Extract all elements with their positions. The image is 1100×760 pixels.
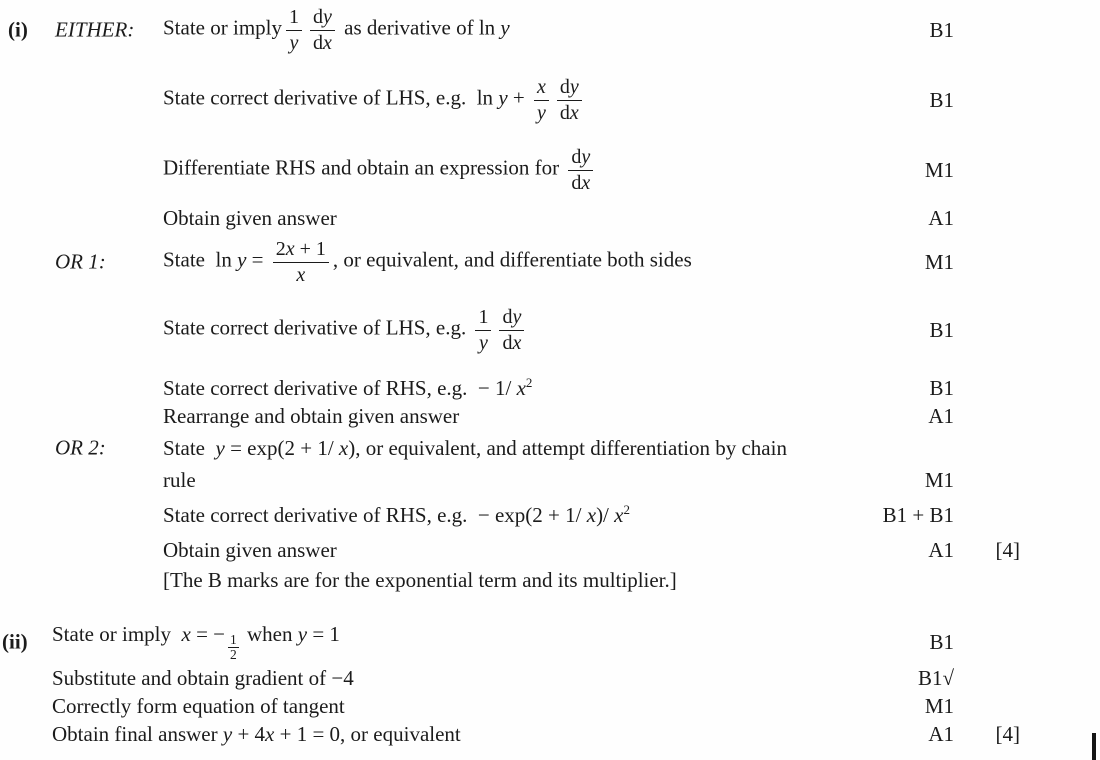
mark-row: [0, 142, 1100, 198]
row-text: [163, 238, 854, 286]
math-var: y: [222, 721, 233, 746]
fraction-2x-plus-1-over-x: [273, 238, 329, 286]
mark-row: [0, 2, 1100, 58]
mark-row: [0, 374, 1100, 402]
math-var: x: [516, 375, 526, 400]
part-i-label: (i): [8, 17, 28, 42]
text-segment: = 1: [307, 621, 340, 646]
fraction-1-over-y: [286, 6, 302, 54]
mark-code: A1: [928, 205, 954, 230]
math-d: d: [571, 171, 582, 194]
math-d: d: [502, 306, 513, 329]
text-segment: ), or equivalent, and attempt differentiation by chain: [348, 435, 787, 460]
text-segment: )/: [596, 502, 615, 527]
mark-row: [0, 234, 1100, 290]
math-var: x: [323, 31, 332, 54]
math-var: x: [285, 238, 295, 261]
mark-code: A1: [928, 721, 954, 746]
fraction-numerator: [568, 146, 593, 170]
row-text: [163, 376, 854, 400]
fraction-numerator: x: [534, 76, 549, 100]
mark-row: [0, 434, 1100, 462]
text-segment: , or equivalent, and differentiate both sides: [332, 247, 692, 272]
fraction-one-half: [228, 633, 239, 662]
text-segment: +: [507, 85, 530, 110]
fraction-numerator: 1: [286, 6, 302, 30]
or2-label: OR 2:: [55, 435, 106, 460]
text-segment: State correct derivative of RHS, e.g. − 1/: [163, 375, 517, 400]
row-text: [52, 622, 854, 662]
mark-row: [0, 621, 1100, 662]
text-segment: Obtain given answer: [163, 537, 337, 562]
row-text: [163, 6, 854, 54]
row-gutter: [0, 665, 52, 691]
text-segment: State: [163, 435, 216, 460]
row-gutter: [0, 694, 52, 719]
math-var: x: [338, 435, 349, 460]
text-segment: Obtain given answer: [163, 205, 337, 230]
math-var: x: [265, 721, 275, 746]
row-gutter: [0, 500, 163, 530]
mark-row: [0, 467, 1100, 493]
math-var: y: [498, 85, 508, 110]
mark-code: M1: [924, 157, 954, 182]
mark-code: B1√: [917, 665, 954, 690]
math-coef: 2: [275, 238, 286, 261]
or1-label: OR 1:: [55, 249, 106, 274]
row-gutter: [0, 72, 163, 128]
math-var: y: [581, 146, 591, 169]
math-var: x: [181, 621, 191, 646]
row-text: [163, 538, 854, 562]
math-var: y: [512, 306, 522, 329]
row-text: [52, 694, 854, 718]
mark-row: [0, 537, 1100, 563]
fraction-denominator: y: [479, 331, 488, 354]
fraction-numerator: [499, 306, 524, 330]
row-text: [163, 306, 854, 354]
fraction-denominator: x: [296, 263, 306, 286]
fraction-denominator: [568, 171, 593, 194]
fraction-x-over-y: [534, 76, 549, 124]
text-segment: Rearrange and obtain given answer: [163, 403, 460, 428]
fraction-denominator: y: [289, 31, 299, 54]
row-gutter: [0, 234, 163, 290]
mark-code: M1: [924, 249, 954, 274]
fraction-numerator: [273, 238, 329, 262]
fraction-numerator: 1: [230, 631, 237, 647]
row-text: [52, 722, 854, 746]
text-segment: Substitute and obtain gradient of −4: [52, 665, 354, 690]
math-d: d: [313, 31, 323, 54]
math-d: d: [559, 76, 570, 99]
fraction-denominator: 2: [230, 647, 237, 662]
mark-row: [0, 500, 1100, 530]
text-segment: [The B marks are for the exponential term and its multiplier.]: [163, 567, 677, 592]
math-rest: + 1: [294, 238, 326, 261]
math-var: x: [614, 502, 624, 527]
mark-total: [4]: [995, 721, 1020, 746]
row-gutter: [0, 142, 163, 198]
mark-code: M1: [924, 694, 954, 718]
mark-row: [0, 721, 1100, 747]
row-text: [163, 568, 854, 592]
row-gutter: [0, 403, 163, 429]
text-segment: Differentiate RHS and obtain an expression for: [163, 155, 565, 180]
mark-code: A1: [928, 537, 954, 562]
row-gutter: [0, 467, 163, 493]
text-segment: + 1 = 0, or equivalent: [274, 721, 461, 746]
mark-code: A1: [928, 403, 954, 428]
row-text: [163, 503, 854, 527]
math-superscript: 2: [525, 374, 533, 390]
mark-row: [0, 665, 1100, 691]
text-segment: State correct derivative of RHS, e.g. − exp(2 + 1/: [163, 502, 587, 527]
row-gutter: [0, 624, 52, 660]
text-segment: when: [241, 621, 298, 646]
row-gutter: [0, 566, 163, 594]
text-segment: = −: [190, 621, 226, 646]
mark-total: [4]: [995, 537, 1020, 562]
fraction-dy-dx: [568, 146, 593, 194]
text-segment: State ln: [163, 247, 238, 272]
row-gutter: [0, 537, 163, 563]
mark-row: [0, 566, 1100, 594]
row-text: [52, 666, 854, 690]
fraction-denominator: y: [536, 101, 546, 124]
fraction-1-over-y: [475, 306, 491, 354]
row-gutter: [0, 721, 52, 747]
row-gutter: [0, 205, 163, 231]
text-segment: Obtain final answer: [52, 721, 223, 746]
fraction-denominator: [557, 101, 582, 124]
text-segment: Correctly form equation of tangent: [52, 694, 345, 719]
text-segment: State or imply: [163, 15, 282, 40]
text-segment: as derivative of ln: [338, 15, 501, 40]
math-var: y: [237, 247, 247, 272]
math-superscript: 2: [623, 501, 630, 517]
row-text: [163, 206, 854, 230]
math-var: x: [569, 101, 579, 124]
fraction-dy-dx: [557, 76, 582, 124]
math-d: d: [571, 146, 582, 169]
fraction-dy-dx: [499, 306, 524, 354]
text-segment: =: [246, 247, 269, 272]
mark-row: [0, 694, 1100, 719]
math-var: y: [323, 6, 332, 29]
row-gutter: [0, 374, 163, 402]
math-d: d: [502, 331, 513, 354]
row-text: [163, 468, 854, 492]
row-text: [163, 76, 854, 124]
fraction-dy-dx: [310, 6, 335, 54]
text-segment: State or imply: [52, 621, 182, 646]
part-ii-label: (ii): [2, 629, 28, 654]
mark-code: B1: [929, 87, 954, 112]
math-d: d: [559, 101, 570, 124]
mark-code: B1: [929, 629, 954, 654]
mark-code: M1: [924, 467, 954, 492]
fraction-numerator: [557, 76, 582, 100]
mark-row: [0, 205, 1100, 231]
fraction-numerator: 1: [475, 306, 491, 330]
mark-row: [0, 403, 1100, 429]
math-var: y: [215, 435, 225, 460]
row-gutter: [0, 2, 163, 58]
row-text: [163, 146, 854, 194]
mark-code: B1: [929, 375, 954, 400]
math-var: y: [569, 76, 579, 99]
math-var: y: [500, 15, 510, 40]
either-label: EITHER:: [55, 17, 135, 42]
text-segment: = exp(2 + 1/: [224, 435, 339, 460]
mark-code: B1: [929, 317, 954, 342]
text-segment: rule: [163, 467, 196, 492]
page-edge-mark: [1092, 733, 1096, 760]
text-segment: State correct derivative of LHS, e.g. ln: [163, 85, 499, 110]
mark-code: B1: [929, 17, 954, 42]
fraction-numerator: [310, 6, 335, 30]
text-segment: State correct derivative of LHS, e.g.: [163, 315, 472, 340]
math-d: d: [313, 6, 323, 29]
text-segment: + 4: [232, 721, 266, 746]
math-var: x: [512, 331, 522, 354]
row-gutter: [0, 434, 163, 462]
math-var: x: [586, 502, 597, 527]
fraction-denominator: [499, 331, 524, 354]
mark-row: [0, 302, 1100, 358]
row-gutter: [0, 302, 163, 358]
fraction-denominator: [310, 31, 335, 54]
row-text: [163, 404, 854, 428]
math-var: x: [581, 171, 591, 194]
mark-row: [0, 72, 1100, 128]
row-text: [163, 436, 854, 460]
mark-code: B1 + B1: [882, 502, 954, 527]
math-var: y: [297, 621, 308, 646]
